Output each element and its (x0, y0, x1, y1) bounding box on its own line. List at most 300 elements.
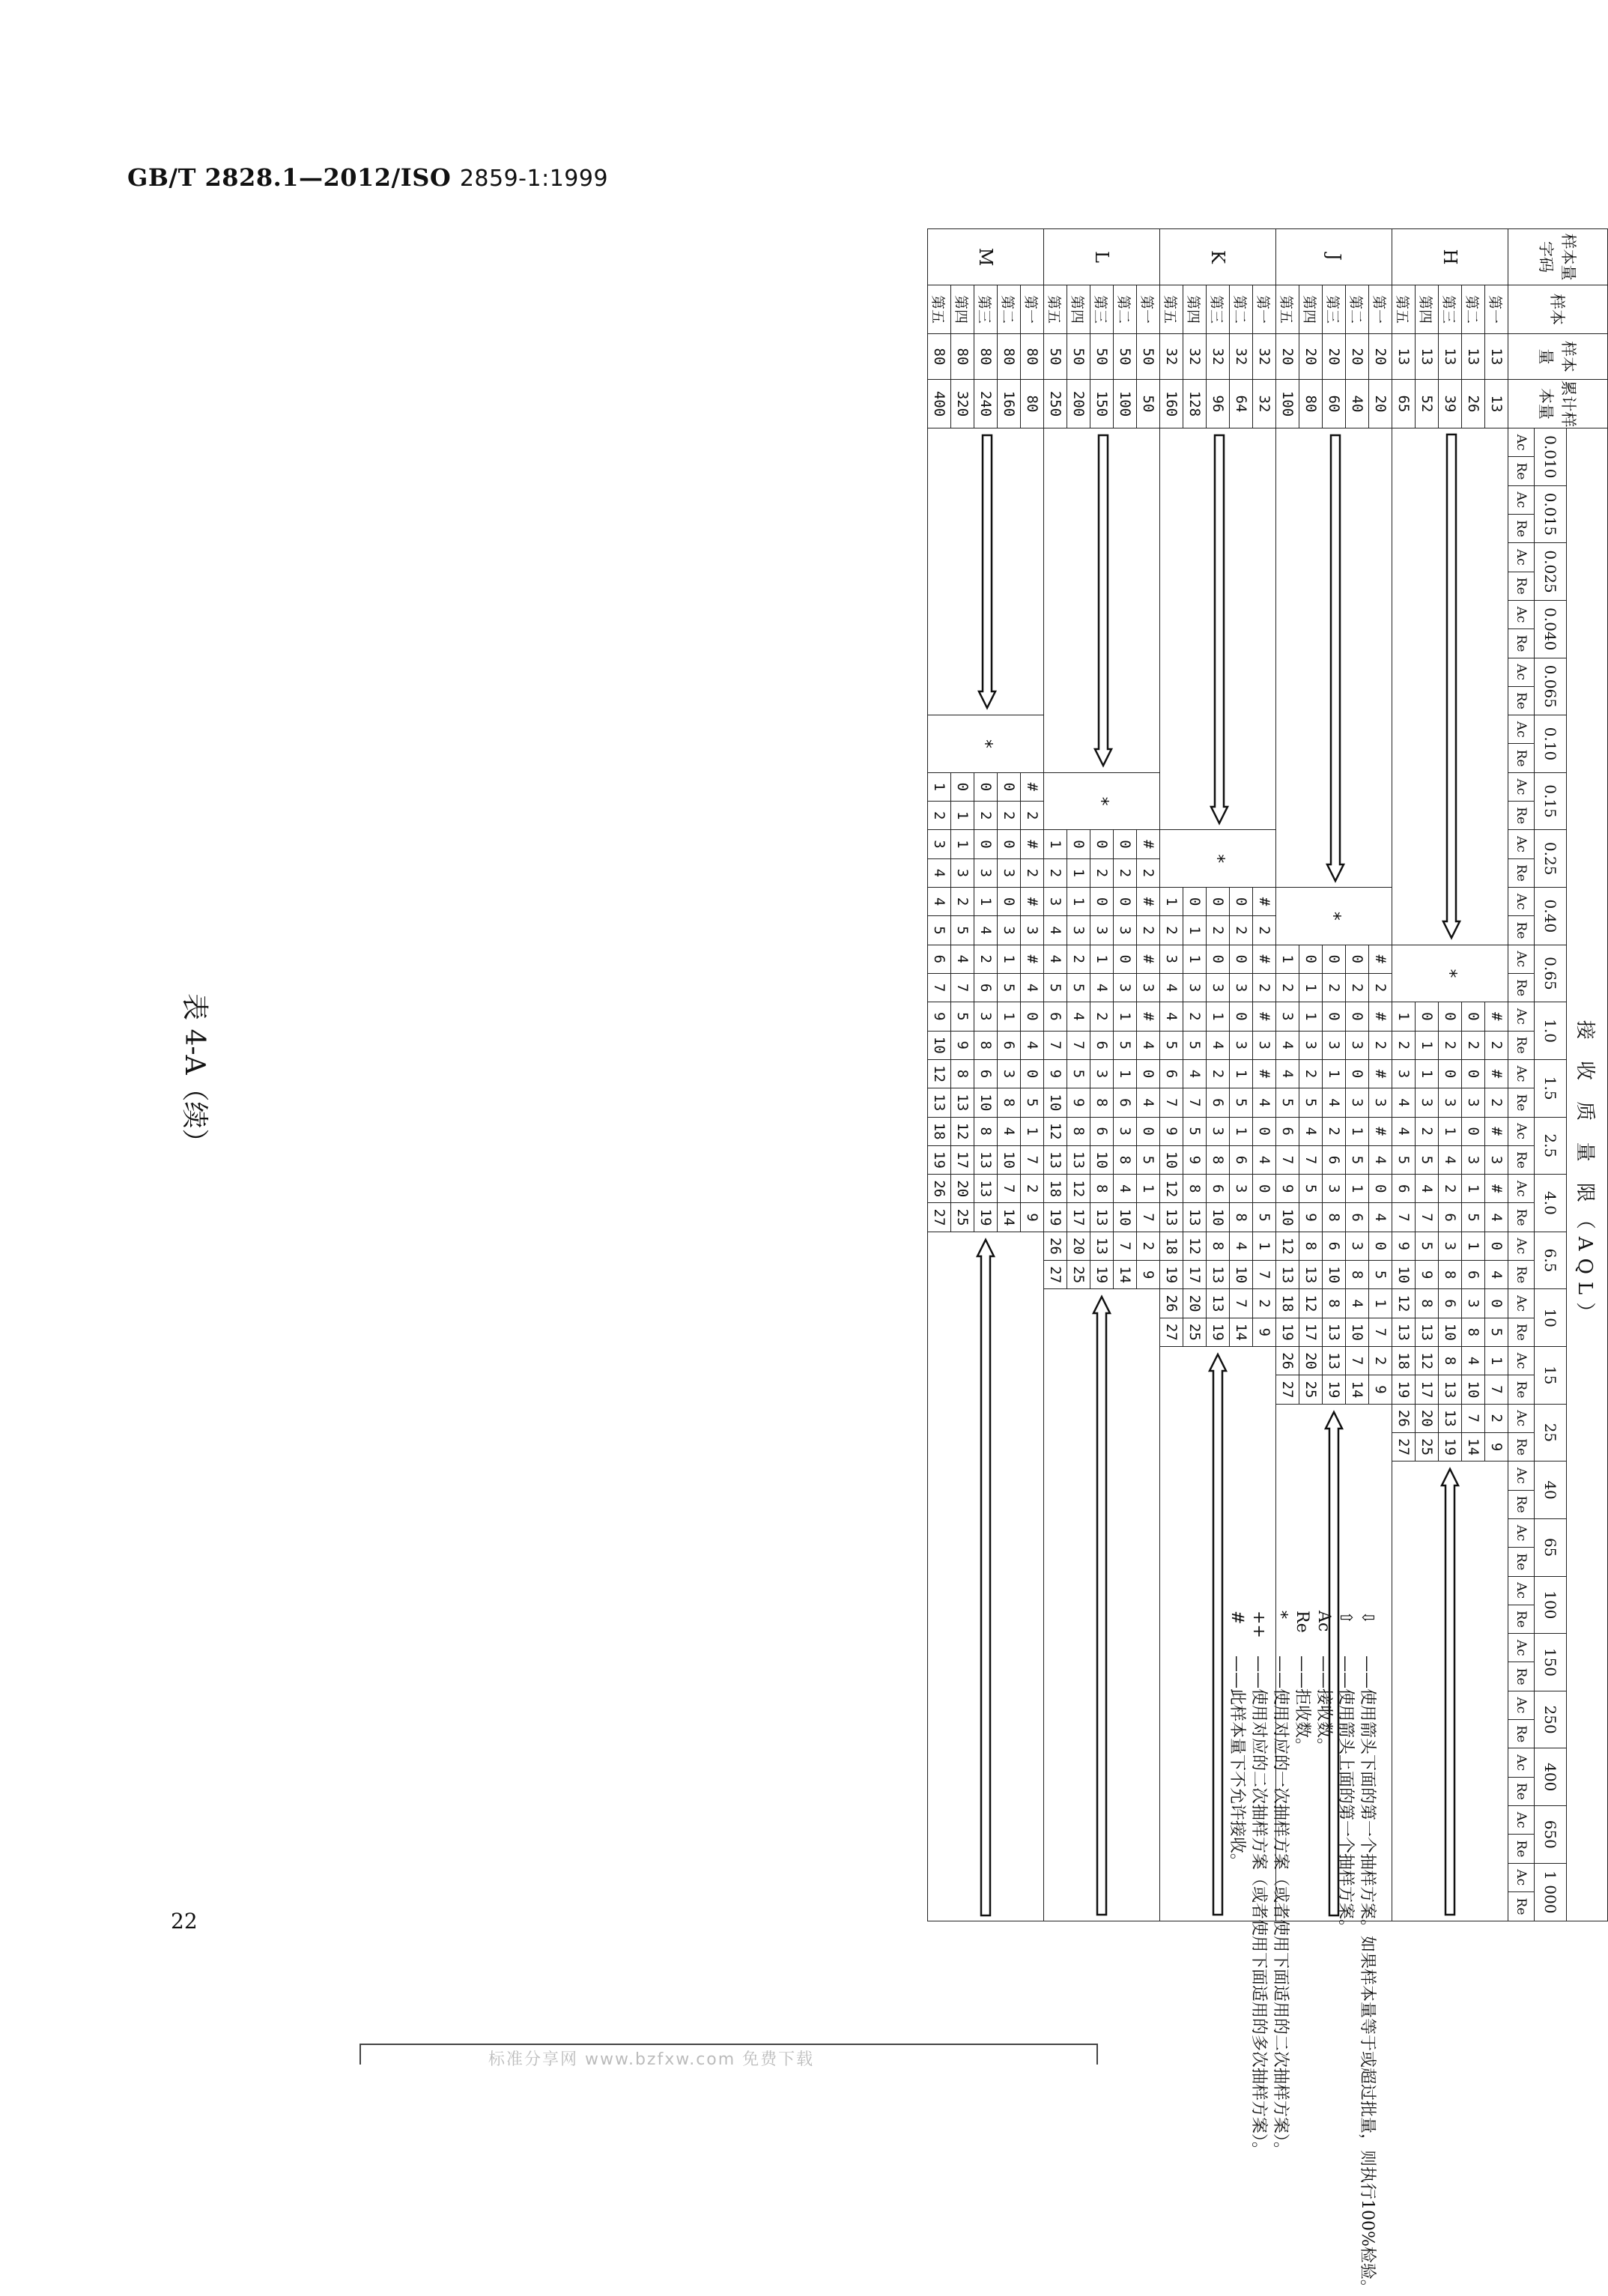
note-text: ——此样本量下不允许接收。 (1228, 1656, 1246, 1871)
note-text: ——接收数。 (1314, 1656, 1333, 1755)
ac-cell: 4 (1067, 1002, 1090, 1031)
re-cell: 5 (1369, 1261, 1392, 1289)
ac-cell: # (1485, 1002, 1508, 1031)
re-cell: 9 (951, 1031, 974, 1059)
cumulative-cell: 20 (1369, 380, 1392, 428)
aql-header: 1.0 (1535, 1002, 1567, 1060)
note-text: ——使用对应的一次抽样方案（或者使用下面适用的二次抽样方案）。 (1271, 1656, 1290, 2159)
stage-label: 第四 (1067, 285, 1090, 334)
re-cell: 4 (1253, 1088, 1276, 1117)
sample-size-cell: 32 (1183, 334, 1207, 380)
re-cell: 4 (1439, 1145, 1462, 1174)
aql-header: 2.5 (1535, 1117, 1567, 1175)
re-header: Re (1508, 1662, 1535, 1691)
ac-cell: 20 (951, 1175, 974, 1203)
re-cell: 4 (1021, 1031, 1044, 1059)
stage-label: 第二 (1462, 285, 1485, 334)
re-cell: 2 (1485, 1031, 1508, 1059)
ac-cell: 5 (1067, 1059, 1090, 1088)
re-cell: 10 (1346, 1318, 1369, 1346)
ac-header: Ac (1508, 1175, 1535, 1203)
ac-cell: 3 (1207, 1117, 1230, 1145)
ac-cell: 2 (1485, 1404, 1508, 1432)
re-cell: 5 (1462, 1203, 1485, 1232)
re-header: Re (1508, 1548, 1535, 1576)
ac-cell: 1 (1114, 1002, 1137, 1031)
arrow-down-cell (1276, 428, 1392, 888)
ac-cell: 7 (1346, 1347, 1369, 1375)
ac-cell: 18 (928, 1117, 951, 1145)
ac-cell: 1 (1230, 1059, 1253, 1088)
ac-cell: 6 (1392, 1175, 1416, 1203)
ac-cell: 1 (1230, 1117, 1253, 1145)
ac-cell: 0 (1114, 888, 1137, 916)
ac-cell: 0 (1137, 1059, 1160, 1088)
ac-cell: 12 (1160, 1175, 1183, 1203)
re-cell: 4 (1276, 1031, 1299, 1059)
ac-cell: 3 (974, 1002, 998, 1031)
ac-cell: 2 (1299, 1059, 1323, 1088)
re-cell: 25 (1299, 1375, 1323, 1404)
re-cell: 13 (1416, 1318, 1439, 1346)
cumulative-cell: 65 (1392, 380, 1416, 428)
re-cell: 9 (1067, 1088, 1090, 1117)
ac-cell: 3 (1392, 1059, 1416, 1088)
ac-cell: 20 (1416, 1404, 1439, 1432)
arrow-down-icon (1094, 432, 1114, 769)
re-cell: 27 (928, 1203, 951, 1232)
ac-cell: 3 (1439, 1232, 1462, 1260)
ac-cell: 12 (928, 1059, 951, 1088)
re-cell: 3 (1067, 916, 1090, 945)
arrow-down-cell (928, 428, 1044, 715)
ac-cell: 4 (998, 1117, 1021, 1145)
stage-label: 第四 (951, 285, 974, 334)
ac-cell: 13 (1207, 1289, 1230, 1318)
re-cell: 3 (1183, 973, 1207, 1002)
re-cell: 2 (1160, 916, 1183, 945)
ac-cell: 5 (1416, 1232, 1439, 1260)
re-cell: 10 (1207, 1203, 1230, 1232)
ac-cell: 0 (1346, 1059, 1369, 1088)
re-cell: 2 (1369, 973, 1392, 1002)
ac-cell: 3 (1323, 1175, 1346, 1203)
cumulative-cell: 50 (1137, 380, 1160, 428)
re-cell: 27 (1160, 1318, 1183, 1346)
cumulative-cell: 96 (1207, 380, 1230, 428)
sample-size-cell: 32 (1207, 334, 1230, 380)
arrow-down-cell (1160, 428, 1276, 830)
aql-header: 0.025 (1535, 543, 1567, 601)
ac-cell: 2 (1439, 1175, 1462, 1203)
watermark-bar (359, 2044, 1098, 2069)
ac-cell: 4 (1392, 1117, 1416, 1145)
ac-cell: 8 (1299, 1232, 1323, 1260)
cumulative-cell: 52 (1416, 380, 1439, 428)
re-cell: 4 (1090, 973, 1114, 1002)
ac-cell: 3 (1230, 1175, 1253, 1203)
re-cell: 25 (1067, 1261, 1090, 1289)
re-cell: 3 (1207, 973, 1230, 1002)
ac-cell: 26 (1392, 1404, 1416, 1432)
ac-cell: 6 (928, 945, 951, 973)
re-cell: 3 (1230, 1031, 1253, 1059)
re-cell: 2 (1021, 858, 1044, 887)
ac-cell: 3 (1090, 1059, 1114, 1088)
stage-label: 第五 (1392, 285, 1416, 334)
arrow-up-cell (1044, 1289, 1160, 1347)
ac-cell: 13 (1439, 1404, 1462, 1432)
ac-cell: 2 (1090, 1002, 1114, 1031)
note-symbol: Ac (1314, 1611, 1333, 1632)
re-cell: 4 (1323, 1088, 1346, 1117)
ac-header: Ac (1508, 1518, 1535, 1547)
ac-cell: 12 (1299, 1289, 1323, 1318)
ac-cell: 7 (1230, 1289, 1253, 1318)
ac-cell: 20 (1067, 1232, 1090, 1260)
ac-cell: 3 (1346, 1232, 1369, 1260)
re-cell: 19 (1044, 1203, 1067, 1232)
ac-cell: # (1253, 888, 1276, 916)
ac-cell: # (1369, 1059, 1392, 1088)
stage-label: 第一 (1369, 285, 1392, 334)
ac-cell: 20 (1299, 1347, 1323, 1375)
ac-header: Ac (1508, 1404, 1535, 1432)
re-cell: 5 (1392, 1145, 1416, 1174)
re-cell: 7 (1067, 1031, 1090, 1059)
ac-cell: 9 (1160, 1117, 1183, 1145)
re-header: Re (1508, 916, 1535, 945)
stage-label: 第五 (1160, 285, 1183, 334)
ac-cell: 9 (1392, 1232, 1416, 1260)
cumulative-cell: 150 (1090, 380, 1114, 428)
re-cell: 4 (1207, 1031, 1230, 1059)
code-letter: K (1160, 229, 1276, 285)
stage-label: 第五 (928, 285, 951, 334)
sample-size-cell: 50 (1067, 334, 1090, 380)
aql-header: 0.40 (1535, 888, 1567, 945)
ac-cell: 1 (1183, 945, 1207, 973)
ac-cell: 12 (951, 1117, 974, 1145)
ac-cell: 18 (1044, 1175, 1067, 1203)
re-cell: 6 (1230, 1145, 1253, 1174)
stage-label: 第三 (974, 285, 998, 334)
cumulative-cell: 400 (928, 380, 951, 428)
ac-header: Ac (1508, 715, 1535, 744)
cumulative-cell: 200 (1067, 380, 1090, 428)
re-cell: 17 (1416, 1375, 1439, 1404)
re-cell: 6 (1346, 1203, 1369, 1232)
ac-cell: 4 (1044, 945, 1067, 973)
ac-cell: 1 (1369, 1289, 1392, 1318)
sample-size-cell: 32 (1160, 334, 1183, 380)
re-cell: 19 (1439, 1432, 1462, 1461)
re-cell: 2 (1439, 1031, 1462, 1059)
ac-cell: 0 (1090, 888, 1114, 916)
ac-cell: 1 (1392, 1002, 1416, 1031)
re-cell: 4 (1485, 1261, 1508, 1289)
re-cell: 7 (1416, 1203, 1439, 1232)
note-line (1335, 1611, 1356, 2030)
page-number: 22 (171, 1909, 198, 1933)
re-header: Re (1508, 1432, 1535, 1461)
stage-label: 第二 (1346, 285, 1369, 334)
ac-cell: 2 (974, 945, 998, 973)
ac-cell: 4 (1346, 1289, 1369, 1318)
re-cell: 7 (928, 973, 951, 1002)
ac-cell: 8 (1439, 1347, 1462, 1375)
ac-cell: 8 (1207, 1232, 1230, 1260)
re-cell: 1 (1183, 916, 1207, 945)
ac-cell: # (1369, 1117, 1392, 1145)
ac-cell: 18 (1276, 1289, 1299, 1318)
ac-header: Ac (1508, 1691, 1535, 1719)
star-cell: * (1160, 830, 1276, 888)
aql-header: 15 (1535, 1347, 1567, 1405)
re-cell: 6 (974, 973, 998, 1002)
re-cell: 6 (1207, 1088, 1230, 1117)
ac-cell: 12 (1416, 1347, 1439, 1375)
re-cell: 3 (1299, 1031, 1323, 1059)
re-cell: 7 (1044, 1031, 1067, 1059)
stage-label: 第五 (1044, 285, 1067, 334)
ac-cell: 6 (1207, 1175, 1230, 1203)
ac-cell: 1 (1067, 888, 1090, 916)
ac-cell: 1 (951, 830, 974, 858)
note-line (1356, 1611, 1378, 2296)
cumulative-cell: 39 (1439, 380, 1462, 428)
ac-cell: 4 (1183, 1059, 1207, 1088)
ac-cell: # (1021, 830, 1044, 858)
arrow-down-cell (1392, 428, 1508, 945)
ac-cell: # (1137, 1002, 1160, 1031)
re-cell: 7 (951, 973, 974, 1002)
cumulative-cell: 64 (1230, 380, 1253, 428)
aql-header: 65 (1535, 1518, 1567, 1576)
ac-header: Ac (1508, 1289, 1535, 1318)
sample-size-cell: 20 (1346, 334, 1369, 380)
ac-cell: 3 (1160, 945, 1183, 973)
cumulative-cell: 32 (1253, 380, 1276, 428)
ac-cell: 1 (1299, 1002, 1323, 1031)
arrow-up-cell (1160, 1347, 1276, 1405)
re-cell: 27 (1276, 1375, 1299, 1404)
ac-cell: 0 (1323, 1002, 1346, 1031)
ac-cell: 3 (998, 1059, 1021, 1088)
sample-size-cell: 20 (1323, 334, 1346, 380)
code-letter: J (1276, 229, 1392, 285)
re-cell: 13 (1392, 1318, 1416, 1346)
ac-header: Ac (1508, 888, 1535, 916)
re-cell: 7 (1299, 1145, 1323, 1174)
ac-header: Ac (1508, 600, 1535, 628)
ac-cell: 1 (1485, 1347, 1508, 1375)
re-cell: 2 (974, 802, 998, 830)
re-cell: 4 (1369, 1145, 1392, 1174)
ac-cell: # (1485, 1059, 1508, 1088)
note-text: ——拒收数。 (1293, 1656, 1311, 1755)
ac-cell: 0 (951, 772, 974, 801)
ac-cell: 4 (1230, 1232, 1253, 1260)
re-cell: 2 (1346, 973, 1369, 1002)
re-cell: 5 (928, 916, 951, 945)
re-cell: 6 (998, 1031, 1021, 1059)
re-header: Re (1508, 629, 1535, 658)
re-cell: 10 (1462, 1375, 1485, 1404)
ac-cell: 5 (951, 1002, 974, 1031)
ac-cell: 8 (1323, 1289, 1346, 1318)
re-cell: 8 (1090, 1088, 1114, 1117)
ac-cell: 4 (1160, 1002, 1183, 1031)
ac-cell: 1 (1253, 1232, 1276, 1260)
sampling-table-rotated (222, 228, 1608, 1921)
re-cell: 1 (951, 802, 974, 830)
re-cell: 8 (1439, 1261, 1462, 1289)
sample-size-cell: 13 (1485, 334, 1508, 380)
re-cell: 7 (1183, 1088, 1207, 1117)
re-cell: 14 (1462, 1432, 1485, 1461)
ac-cell: 8 (1183, 1175, 1207, 1203)
iso-code: 2859-1:1999 (459, 166, 609, 192)
ac-cell: 2 (1207, 1059, 1230, 1088)
note-text: ——使用箭头上面的第一个抽样方案。 (1336, 1656, 1355, 1936)
re-cell: 3 (1137, 973, 1160, 1002)
re-cell: 9 (1021, 1203, 1044, 1232)
re-cell: 9 (1137, 1261, 1160, 1289)
ac-cell: 0 (1183, 888, 1207, 916)
re-header: Re (1508, 1375, 1535, 1404)
ac-header: Ac (1508, 428, 1535, 457)
ac-cell: 13 (1323, 1347, 1346, 1375)
cumulative-cell: 160 (998, 380, 1021, 428)
note-text: ——使用对应的二次抽样方案（或者使用下面适用的多次抽样方案）。 (1249, 1656, 1268, 2159)
ac-cell: # (1021, 945, 1044, 973)
re-cell: 5 (1346, 1145, 1369, 1174)
re-header: Re (1508, 1088, 1535, 1117)
re-cell: 13 (1207, 1261, 1230, 1289)
ac-cell: 0 (974, 772, 998, 801)
ac-cell: 7 (998, 1175, 1021, 1203)
re-cell: 19 (928, 1145, 951, 1174)
re-cell: 5 (1299, 1088, 1323, 1117)
cumulative-cell: 80 (1021, 380, 1044, 428)
note-symbol: # (1228, 1611, 1246, 1625)
re-cell: 3 (1485, 1145, 1508, 1174)
aql-header: 25 (1535, 1404, 1567, 1461)
ac-header: Ac (1508, 1748, 1535, 1777)
ac-cell: 6 (1276, 1117, 1299, 1145)
ac-cell: 6 (974, 1059, 998, 1088)
ac-header: Ac (1508, 1634, 1535, 1662)
cumulative-cell: 240 (974, 380, 998, 428)
re-cell: 3 (1021, 916, 1044, 945)
stage-label: 第三 (1439, 285, 1462, 334)
ac-header: Ac (1508, 1117, 1535, 1145)
re-cell: 19 (974, 1203, 998, 1232)
cumulative-cell: 160 (1160, 380, 1183, 428)
ac-cell: 0 (1230, 1002, 1253, 1031)
ac-cell: 0 (1346, 945, 1369, 973)
ac-cell: 2 (1183, 1002, 1207, 1031)
note-line (1291, 1611, 1313, 2030)
sample-size-cell: 20 (1276, 334, 1299, 380)
ac-cell: 3 (1462, 1289, 1485, 1318)
re-cell: 8 (1462, 1318, 1485, 1346)
ac-header: Ac (1508, 1461, 1535, 1490)
ac-cell: 12 (1067, 1175, 1090, 1203)
note-line (1248, 1611, 1269, 2159)
ac-cell: 8 (1416, 1289, 1439, 1318)
ac-cell: 0 (1207, 888, 1230, 916)
re-cell: 13 (1090, 1203, 1114, 1232)
ac-cell: 2 (1137, 1232, 1160, 1260)
ac-cell: 6 (1160, 1059, 1183, 1088)
note-symbol: ++ (1249, 1611, 1268, 1638)
cumulative-cell: 60 (1323, 380, 1346, 428)
sample-size-cell: 50 (1137, 334, 1160, 380)
ac-header: Ac (1508, 772, 1535, 801)
ac-cell: 0 (1439, 1059, 1462, 1088)
re-cell: 7 (1021, 1145, 1044, 1174)
arrow-up-cell (1392, 1461, 1508, 1519)
re-header: Re (1508, 1203, 1535, 1232)
re-header: Re (1508, 1490, 1535, 1518)
re-cell: 25 (1183, 1318, 1207, 1346)
re-cell: 14 (998, 1203, 1021, 1232)
re-cell: 5 (1137, 1145, 1160, 1174)
re-cell: 17 (1067, 1203, 1090, 1232)
ac-cell: 12 (1183, 1232, 1207, 1260)
re-cell: 10 (1090, 1145, 1114, 1174)
ac-cell: 0 (1230, 945, 1253, 973)
ac-cell: 3 (928, 830, 951, 858)
re-cell: 4 (1392, 1088, 1416, 1117)
re-cell: 25 (1416, 1432, 1439, 1461)
sample-size-cell: 13 (1439, 334, 1462, 380)
ac-cell: 4 (1276, 1059, 1299, 1088)
aql-header: 400 (1535, 1748, 1567, 1806)
ac-cell: 6 (1323, 1232, 1346, 1260)
ac-cell: 1 (1137, 1175, 1160, 1203)
re-cell: 4 (974, 916, 998, 945)
ac-cell: 1 (1462, 1175, 1485, 1203)
ac-cell: 0 (1485, 1289, 1508, 1318)
ac-header: Ac (1508, 945, 1535, 973)
re-cell: 9 (1299, 1203, 1323, 1232)
re-cell: 10 (1044, 1088, 1067, 1117)
re-cell: 3 (998, 858, 1021, 887)
ac-cell: 0 (1485, 1232, 1508, 1260)
aql-header: 0.015 (1535, 485, 1567, 543)
note-symbol: Re (1293, 1611, 1311, 1633)
re-cell: 17 (1183, 1261, 1207, 1289)
ac-cell: 1 (1416, 1059, 1439, 1088)
ac-cell: 1 (1346, 1175, 1369, 1203)
re-cell: 4 (1044, 916, 1067, 945)
re-cell: 2 (1044, 858, 1067, 887)
ac-cell: 3 (1044, 888, 1067, 916)
ac-cell: # (1137, 888, 1160, 916)
re-cell: 5 (998, 973, 1021, 1002)
re-cell: 9 (1183, 1145, 1207, 1174)
aql-header: 0.010 (1535, 428, 1567, 486)
ac-cell: 9 (1276, 1175, 1299, 1203)
ac-cell: 8 (974, 1117, 998, 1145)
ac-cell: 2 (1021, 1175, 1044, 1203)
stage-label: 第一 (1021, 285, 1044, 334)
re-cell: 10 (1114, 1203, 1137, 1232)
re-header: Re (1508, 572, 1535, 600)
